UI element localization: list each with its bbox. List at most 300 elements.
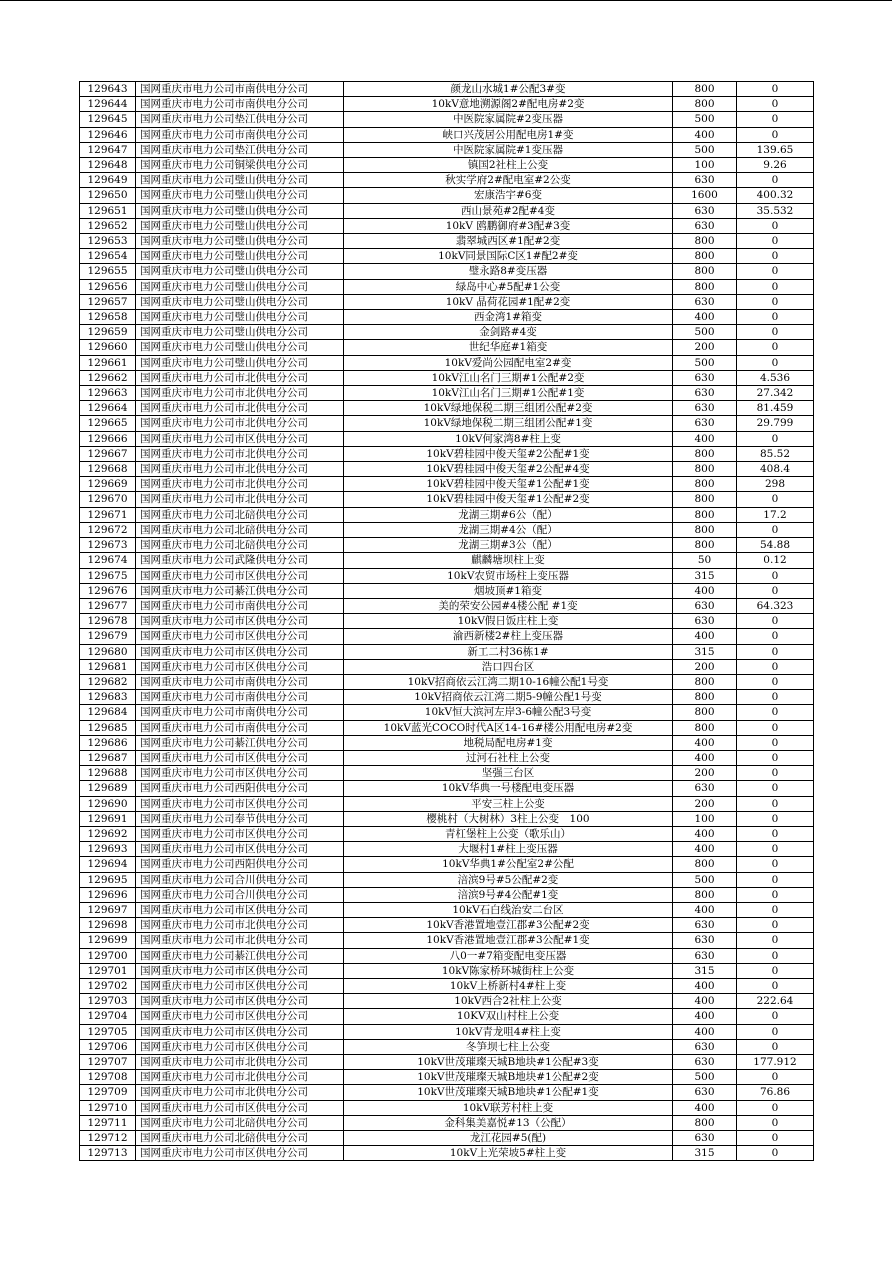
record-id-cell: 129685 xyxy=(80,720,136,735)
transformer-name-cell: 10kV联芳村柱上变 xyxy=(344,1100,673,1115)
record-id-cell: 129692 xyxy=(80,826,136,841)
transformer-name-cell: 宏康浩宇#6变 xyxy=(344,188,673,203)
transformer-name-cell: 10kV西合2社柱上公变 xyxy=(344,994,673,1009)
table-row xyxy=(80,948,814,963)
record-id-cell: 129679 xyxy=(80,629,136,644)
transformer-name-cell: 10kV世茂璀璨天城B地块#1公配#3变 xyxy=(344,1055,673,1070)
load-cell: 0 xyxy=(737,1115,814,1130)
load-cell: 0 xyxy=(737,522,814,537)
capacity-cell: 400 xyxy=(673,1100,737,1115)
transformer-name-cell: 10kV碧桂园中俊天玺#1公配#1变 xyxy=(344,477,673,492)
transformer-name-cell: 10kV上光荣坡5#柱上变 xyxy=(344,1146,673,1161)
company-cell: 国网重庆市电力公司市区供电分公司 xyxy=(136,842,344,857)
company-cell: 国网重庆市电力公司合川供电分公司 xyxy=(136,872,344,887)
capacity-cell: 500 xyxy=(673,872,737,887)
company-cell: 国网重庆市电力公司市北供电分公司 xyxy=(136,933,344,948)
capacity-cell: 400 xyxy=(673,842,737,857)
transformer-name-cell: 10kV农贸市场柱上变压器 xyxy=(344,568,673,583)
table-row xyxy=(80,933,814,948)
capacity-cell: 630 xyxy=(673,386,737,401)
load-cell: 0 xyxy=(737,1070,814,1085)
table-row xyxy=(80,781,814,796)
capacity-cell: 800 xyxy=(673,690,737,705)
transformer-name-cell: 渝西新楼2#柱上变压器 xyxy=(344,629,673,644)
company-cell: 国网重庆市电力公司市区供电分公司 xyxy=(136,978,344,993)
company-cell: 国网重庆市电力公司北碚供电分公司 xyxy=(136,522,344,537)
table-row xyxy=(80,659,814,674)
load-cell: 0 xyxy=(737,948,814,963)
table-row xyxy=(80,416,814,431)
table-row xyxy=(80,598,814,613)
company-cell: 国网重庆市电力公司市南供电分公司 xyxy=(136,720,344,735)
load-cell: 9.26 xyxy=(737,158,814,173)
capacity-cell: 630 xyxy=(673,370,737,385)
load-cell: 0 xyxy=(737,796,814,811)
record-id-cell: 129712 xyxy=(80,1131,136,1146)
table-row xyxy=(80,1055,814,1070)
company-cell: 国网重庆市电力公司璧山供电分公司 xyxy=(136,249,344,264)
load-cell: 85.52 xyxy=(737,446,814,461)
transformer-name-cell: 新工二村36栋1# xyxy=(344,644,673,659)
company-cell: 国网重庆市电力公司市北供电分公司 xyxy=(136,492,344,507)
load-cell: 0 xyxy=(737,340,814,355)
capacity-cell: 400 xyxy=(673,826,737,841)
company-cell: 国网重庆市电力公司璧山供电分公司 xyxy=(136,203,344,218)
record-id-cell: 129688 xyxy=(80,766,136,781)
transformer-name-cell: 世纪华庭#1箱变 xyxy=(344,340,673,355)
record-id-cell: 129656 xyxy=(80,279,136,294)
transformer-name-cell: 涪滨9号#4公配#1变 xyxy=(344,887,673,902)
capacity-cell: 200 xyxy=(673,796,737,811)
transformer-name-cell: 10kV香港置地壹江郡#3公配#2变 xyxy=(344,918,673,933)
transformer-name-cell: 10KV双山村柱上公变 xyxy=(344,1009,673,1024)
company-cell: 国网重庆市电力公司垫江供电分公司 xyxy=(136,112,344,127)
capacity-cell: 800 xyxy=(673,462,737,477)
record-id-cell: 129680 xyxy=(80,644,136,659)
capacity-cell: 630 xyxy=(673,218,737,233)
transformer-name-cell: 10kV碧桂园中俊天玺#2公配#1变 xyxy=(344,446,673,461)
capacity-cell: 500 xyxy=(673,1070,737,1085)
company-cell: 国网重庆市电力公司市北供电分公司 xyxy=(136,1055,344,1070)
table-row xyxy=(80,234,814,249)
company-cell: 国网重庆市电力公司西阳供电分公司 xyxy=(136,857,344,872)
record-id-cell: 129659 xyxy=(80,325,136,340)
capacity-cell: 50 xyxy=(673,553,737,568)
table-row xyxy=(80,507,814,522)
capacity-cell: 800 xyxy=(673,1115,737,1130)
company-cell: 国网重庆市电力公司武隆供电分公司 xyxy=(136,553,344,568)
record-id-cell: 129710 xyxy=(80,1100,136,1115)
load-cell: 0 xyxy=(737,1039,814,1054)
record-id-cell: 129700 xyxy=(80,948,136,963)
table-row xyxy=(80,264,814,279)
record-id-cell: 129703 xyxy=(80,994,136,1009)
record-id-cell: 129646 xyxy=(80,127,136,142)
record-id-cell: 129696 xyxy=(80,887,136,902)
record-id-cell: 129698 xyxy=(80,918,136,933)
capacity-cell: 800 xyxy=(673,477,737,492)
load-cell: 76.86 xyxy=(737,1085,814,1100)
record-id-cell: 129702 xyxy=(80,978,136,993)
company-cell: 国网重庆市电力公司北碚供电分公司 xyxy=(136,538,344,553)
table-row xyxy=(80,614,814,629)
transformer-name-cell: 10kV招商依云江湾二期5-9幢公配1号变 xyxy=(344,690,673,705)
company-cell: 国网重庆市电力公司市区供电分公司 xyxy=(136,629,344,644)
capacity-cell: 500 xyxy=(673,355,737,370)
company-cell: 国网重庆市电力公司璧山供电分公司 xyxy=(136,188,344,203)
record-id-cell: 129671 xyxy=(80,507,136,522)
transformer-name-cell: 镇国2社柱上公变 xyxy=(344,158,673,173)
company-cell: 国网重庆市电力公司市北供电分公司 xyxy=(136,370,344,385)
record-id-cell: 129694 xyxy=(80,857,136,872)
record-id-cell: 129674 xyxy=(80,553,136,568)
company-cell: 国网重庆市电力公司市区供电分公司 xyxy=(136,750,344,765)
load-cell: 0 xyxy=(737,310,814,325)
capacity-cell: 630 xyxy=(673,416,737,431)
record-id-cell: 129649 xyxy=(80,173,136,188)
capacity-cell: 400 xyxy=(673,583,737,598)
table-row xyxy=(80,462,814,477)
record-id-cell: 129653 xyxy=(80,234,136,249)
record-id-cell: 129648 xyxy=(80,158,136,173)
transformer-name-cell: 10kV石白线治安二台区 xyxy=(344,902,673,917)
table-row xyxy=(80,674,814,689)
table-row xyxy=(80,522,814,537)
capacity-cell: 630 xyxy=(673,781,737,796)
table-row xyxy=(80,553,814,568)
load-cell: 0 xyxy=(737,264,814,279)
load-cell: 0 xyxy=(737,614,814,629)
capacity-cell: 800 xyxy=(673,234,737,249)
record-id-cell: 129645 xyxy=(80,112,136,127)
transformer-name-cell: 龙湖三期#6公（配） xyxy=(344,507,673,522)
table-row xyxy=(80,370,814,385)
capacity-cell: 400 xyxy=(673,902,737,917)
capacity-cell: 200 xyxy=(673,659,737,674)
company-cell: 国网重庆市电力公司市南供电分公司 xyxy=(136,97,344,112)
company-cell: 国网重庆市电力公司市区供电分公司 xyxy=(136,1009,344,1024)
record-id-cell: 129707 xyxy=(80,1055,136,1070)
record-id-cell: 129690 xyxy=(80,796,136,811)
transformer-name-cell: 10kV恒大滨河左岸3-6幢公配3号变 xyxy=(344,705,673,720)
record-id-cell: 129675 xyxy=(80,568,136,583)
capacity-cell: 200 xyxy=(673,766,737,781)
company-cell: 国网重庆市电力公司市北供电分公司 xyxy=(136,401,344,416)
company-cell: 国网重庆市电力公司市区供电分公司 xyxy=(136,796,344,811)
company-cell: 国网重庆市电力公司市区供电分公司 xyxy=(136,614,344,629)
load-cell: 0 xyxy=(737,1146,814,1161)
capacity-cell: 400 xyxy=(673,750,737,765)
company-cell: 国网重庆市电力公司綦江供电分公司 xyxy=(136,583,344,598)
company-cell: 国网重庆市电力公司璧山供电分公司 xyxy=(136,310,344,325)
load-cell: 0 xyxy=(737,234,814,249)
company-cell: 国网重庆市电力公司璧山供电分公司 xyxy=(136,279,344,294)
table-row xyxy=(80,902,814,917)
table-row xyxy=(80,857,814,872)
table-row xyxy=(80,538,814,553)
company-cell: 国网重庆市电力公司西阳供电分公司 xyxy=(136,781,344,796)
capacity-cell: 800 xyxy=(673,720,737,735)
company-cell: 国网重庆市电力公司璧山供电分公司 xyxy=(136,173,344,188)
company-cell: 国网重庆市电力公司市南供电分公司 xyxy=(136,82,344,97)
record-id-cell: 129691 xyxy=(80,811,136,826)
table-row xyxy=(80,249,814,264)
table-row xyxy=(80,644,814,659)
capacity-cell: 800 xyxy=(673,264,737,279)
capacity-cell: 315 xyxy=(673,644,737,659)
capacity-cell: 500 xyxy=(673,142,737,157)
transformer-name-cell: 10kV陈家桥环城街柱上公变 xyxy=(344,963,673,978)
load-cell: 139.65 xyxy=(737,142,814,157)
capacity-cell: 630 xyxy=(673,1055,737,1070)
capacity-cell: 630 xyxy=(673,598,737,613)
load-cell: 0 xyxy=(737,857,814,872)
transformer-name-cell: 10kV意地溯源阁2#配电房#2变 xyxy=(344,97,673,112)
capacity-cell: 200 xyxy=(673,340,737,355)
capacity-cell: 800 xyxy=(673,279,737,294)
table-row xyxy=(80,173,814,188)
table-row xyxy=(80,1115,814,1130)
company-cell: 国网重庆市电力公司市区供电分公司 xyxy=(136,963,344,978)
company-cell: 国网重庆市电力公司市区供电分公司 xyxy=(136,766,344,781)
company-cell: 国网重庆市电力公司璧山供电分公司 xyxy=(136,294,344,309)
record-id-cell: 129658 xyxy=(80,310,136,325)
capacity-cell: 630 xyxy=(673,1131,737,1146)
record-id-cell: 129682 xyxy=(80,674,136,689)
company-cell: 国网重庆市电力公司市北供电分公司 xyxy=(136,416,344,431)
table-row xyxy=(80,842,814,857)
load-cell: 400.32 xyxy=(737,188,814,203)
capacity-cell: 1600 xyxy=(673,188,737,203)
transformer-name-cell: 璧永路8#变压器 xyxy=(344,264,673,279)
table-row xyxy=(80,1100,814,1115)
record-id-cell: 129647 xyxy=(80,142,136,157)
load-cell: 0 xyxy=(737,963,814,978)
load-cell: 0 xyxy=(737,249,814,264)
table-row xyxy=(80,568,814,583)
capacity-cell: 630 xyxy=(673,401,737,416)
transformer-name-cell: 绿岛中心#5配#1公变 xyxy=(344,279,673,294)
transformer-name-cell: 地税局配电房#1变 xyxy=(344,735,673,750)
capacity-cell: 400 xyxy=(673,1009,737,1024)
table-row xyxy=(80,401,814,416)
table-row xyxy=(80,97,814,112)
record-id-cell: 129670 xyxy=(80,492,136,507)
table-row xyxy=(80,918,814,933)
transformer-name-cell: 10kV假日饭庄柱上变 xyxy=(344,614,673,629)
capacity-cell: 315 xyxy=(673,1146,737,1161)
table-row xyxy=(80,492,814,507)
transformer-name-cell: 青杠堡柱上公变（歌乐山） xyxy=(344,826,673,841)
transformer-name-cell: 10kV何家湾8#柱上变 xyxy=(344,431,673,446)
capacity-cell: 800 xyxy=(673,538,737,553)
capacity-cell: 630 xyxy=(673,294,737,309)
load-cell: 0 xyxy=(737,82,814,97)
table-row xyxy=(80,1024,814,1039)
load-cell: 0 xyxy=(737,355,814,370)
transformer-name-cell: 10kV华典1#公配室2#公配 xyxy=(344,857,673,872)
capacity-cell: 800 xyxy=(673,887,737,902)
load-cell: 0 xyxy=(737,978,814,993)
table-row xyxy=(80,158,814,173)
load-cell: 0 xyxy=(737,811,814,826)
record-id-cell: 129668 xyxy=(80,462,136,477)
capacity-cell: 315 xyxy=(673,568,737,583)
transformer-name-cell: 西金湾1#箱变 xyxy=(344,310,673,325)
table-row xyxy=(80,1039,814,1054)
load-cell: 0 xyxy=(737,1131,814,1146)
table-row xyxy=(80,431,814,446)
capacity-cell: 400 xyxy=(673,994,737,1009)
table-row xyxy=(80,872,814,887)
load-cell: 0 xyxy=(737,826,814,841)
record-id-cell: 129672 xyxy=(80,522,136,537)
company-cell: 国网重庆市电力公司市北供电分公司 xyxy=(136,477,344,492)
transformer-name-cell: 10kV华典一号楼配电变压器 xyxy=(344,781,673,796)
load-cell: 177.912 xyxy=(737,1055,814,1070)
record-id-cell: 129701 xyxy=(80,963,136,978)
record-id-cell: 129665 xyxy=(80,416,136,431)
record-id-cell: 129693 xyxy=(80,842,136,857)
transformer-name-cell: 翡翠城西区#1配#2变 xyxy=(344,234,673,249)
load-cell: 0 xyxy=(737,842,814,857)
capacity-cell: 800 xyxy=(673,446,737,461)
transformer-name-cell: 10kV绿地保税二期三组团公配#2变 xyxy=(344,401,673,416)
record-id-cell: 129686 xyxy=(80,735,136,750)
transformer-name-cell: 龙湖三期#3公（配） xyxy=(344,538,673,553)
record-id-cell: 129661 xyxy=(80,355,136,370)
load-cell: 0 xyxy=(737,659,814,674)
transformer-name-cell: 10kV碧桂园中俊天玺#2公配#4变 xyxy=(344,462,673,477)
record-id-cell: 129683 xyxy=(80,690,136,705)
record-id-cell: 129684 xyxy=(80,705,136,720)
transformer-name-cell: 10kV同景国际C区1#配2#变 xyxy=(344,249,673,264)
transformer-name-cell: 秋实学府2#配电室#2公变 xyxy=(344,173,673,188)
load-cell: 0 xyxy=(737,583,814,598)
capacity-cell: 800 xyxy=(673,97,737,112)
capacity-cell: 800 xyxy=(673,249,737,264)
table-row xyxy=(80,340,814,355)
company-cell: 国网重庆市电力公司市区供电分公司 xyxy=(136,568,344,583)
company-cell: 国网重庆市电力公司北碚供电分公司 xyxy=(136,1131,344,1146)
transformer-name-cell: 10kV 晶荷花园#1配#2变 xyxy=(344,294,673,309)
record-id-cell: 129650 xyxy=(80,188,136,203)
page-top-border xyxy=(0,0,892,1)
table-row xyxy=(80,1146,814,1161)
transformer-name-cell: 八0一#7箱变配电变压器 xyxy=(344,948,673,963)
table-row xyxy=(80,994,814,1009)
transformer-name-cell: 龙湖三期#4公（配） xyxy=(344,522,673,537)
transformer-name-cell: 10kV爱尚公园配电室2#变 xyxy=(344,355,673,370)
record-id-cell: 129666 xyxy=(80,431,136,446)
company-cell: 国网重庆市电力公司奉节供电分公司 xyxy=(136,811,344,826)
load-cell: 0 xyxy=(737,887,814,902)
capacity-cell: 630 xyxy=(673,933,737,948)
transformer-table xyxy=(79,81,814,1161)
record-id-cell: 129662 xyxy=(80,370,136,385)
company-cell: 国网重庆市电力公司市南供电分公司 xyxy=(136,127,344,142)
load-cell: 81.459 xyxy=(737,401,814,416)
capacity-cell: 800 xyxy=(673,674,737,689)
transformer-name-cell: 10kV招商依云江湾二期10-16幢公配1号变 xyxy=(344,674,673,689)
table-row xyxy=(80,735,814,750)
company-cell: 国网重庆市电力公司綦江供电分公司 xyxy=(136,735,344,750)
table-row xyxy=(80,446,814,461)
transformer-name-cell: 金剑路#4变 xyxy=(344,325,673,340)
load-cell: 0 xyxy=(737,568,814,583)
load-cell: 0 xyxy=(737,173,814,188)
table-row xyxy=(80,720,814,735)
transformer-name-cell: 大堰村1#柱上变压器 xyxy=(344,842,673,857)
company-cell: 国网重庆市电力公司市南供电分公司 xyxy=(136,690,344,705)
record-id-cell: 129651 xyxy=(80,203,136,218)
capacity-cell: 500 xyxy=(673,112,737,127)
record-id-cell: 129652 xyxy=(80,218,136,233)
capacity-cell: 400 xyxy=(673,310,737,325)
record-id-cell: 129643 xyxy=(80,82,136,97)
table-row xyxy=(80,127,814,142)
table-row xyxy=(80,477,814,492)
transformer-name-cell: 10kV碧桂园中俊天玺#1公配#2变 xyxy=(344,492,673,507)
table-row xyxy=(80,203,814,218)
table-row xyxy=(80,142,814,157)
load-cell: 17.2 xyxy=(737,507,814,522)
transformer-name-cell: 烟坡顶#1箱变 xyxy=(344,583,673,598)
table-row xyxy=(80,279,814,294)
load-cell: 0 xyxy=(737,294,814,309)
load-cell: 0 xyxy=(737,872,814,887)
capacity-cell: 800 xyxy=(673,857,737,872)
capacity-cell: 400 xyxy=(673,127,737,142)
load-cell: 0 xyxy=(737,690,814,705)
company-cell: 国网重庆市电力公司市北供电分公司 xyxy=(136,386,344,401)
capacity-cell: 400 xyxy=(673,431,737,446)
record-id-cell: 129673 xyxy=(80,538,136,553)
company-cell: 国网重庆市电力公司市北供电分公司 xyxy=(136,462,344,477)
capacity-cell: 630 xyxy=(673,948,737,963)
record-id-cell: 129687 xyxy=(80,750,136,765)
load-cell: 0 xyxy=(737,325,814,340)
record-id-cell: 129663 xyxy=(80,386,136,401)
table-row xyxy=(80,978,814,993)
table-row xyxy=(80,310,814,325)
transformer-name-cell: 冬笋坝七柱上公变 xyxy=(344,1039,673,1054)
load-cell: 64.323 xyxy=(737,598,814,613)
company-cell: 国网重庆市电力公司市区供电分公司 xyxy=(136,659,344,674)
table-row xyxy=(80,1085,814,1100)
transformer-name-cell: 10kV江山名门三期#1公配#1变 xyxy=(344,386,673,401)
load-cell: 0 xyxy=(737,644,814,659)
load-cell: 0.12 xyxy=(737,553,814,568)
table-row xyxy=(80,766,814,781)
company-cell: 国网重庆市电力公司市北供电分公司 xyxy=(136,1085,344,1100)
record-id-cell: 129657 xyxy=(80,294,136,309)
record-id-cell: 129689 xyxy=(80,781,136,796)
table-row xyxy=(80,386,814,401)
record-id-cell: 129713 xyxy=(80,1146,136,1161)
transformer-name-cell: 平安三柱上公变 xyxy=(344,796,673,811)
capacity-cell: 800 xyxy=(673,492,737,507)
load-cell: 0 xyxy=(737,127,814,142)
company-cell: 国网重庆市电力公司市区供电分公司 xyxy=(136,902,344,917)
record-id-cell: 129699 xyxy=(80,933,136,948)
company-cell: 国网重庆市电力公司璧山供电分公司 xyxy=(136,325,344,340)
table-row xyxy=(80,629,814,644)
company-cell: 国网重庆市电力公司市南供电分公司 xyxy=(136,705,344,720)
transformer-name-cell: 樱桃村（大树林）3柱上公变 100 xyxy=(344,811,673,826)
load-cell: 0 xyxy=(737,431,814,446)
load-cell: 29.799 xyxy=(737,416,814,431)
